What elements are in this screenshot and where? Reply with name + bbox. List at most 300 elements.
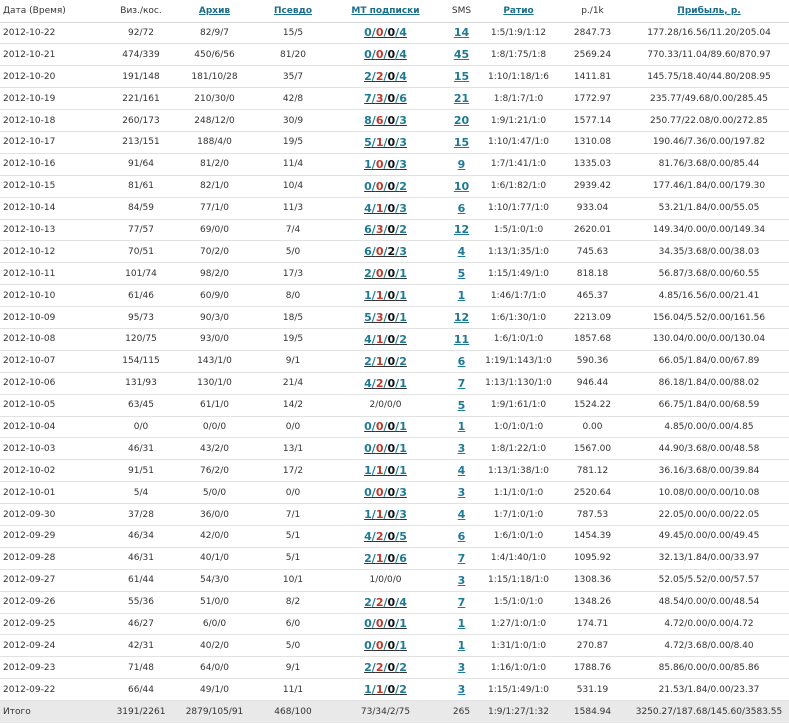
sms-count-link[interactable]: 12 bbox=[453, 311, 470, 325]
mt-separator: / bbox=[371, 661, 376, 675]
mt-subscriptions-link[interactable] bbox=[364, 442, 407, 455]
row-sms-cell[interactable] bbox=[442, 504, 481, 526]
mt-value: 2 bbox=[375, 595, 384, 609]
mt-subscriptions-link[interactable] bbox=[364, 136, 407, 149]
mt-value: 1 bbox=[375, 135, 384, 149]
row-date: 2012-09-28 bbox=[0, 547, 110, 569]
row-sms-cell[interactable] bbox=[442, 394, 481, 416]
row-mt-cell[interactable] bbox=[329, 307, 442, 329]
mt-subscriptions-link[interactable] bbox=[364, 508, 407, 521]
table-body bbox=[0, 22, 789, 701]
mt-separator: / bbox=[395, 683, 400, 697]
sms-count-link[interactable]: 7 bbox=[457, 595, 466, 609]
row-archive: 181/10/28 bbox=[172, 66, 257, 88]
row-visits: 5/4 bbox=[110, 482, 172, 504]
row-sms-cell[interactable] bbox=[442, 110, 481, 132]
row-sms-cell[interactable] bbox=[442, 285, 481, 307]
mt-subscriptions-link[interactable] bbox=[364, 530, 407, 543]
row-archive: 210/30/0 bbox=[172, 88, 257, 110]
row-profit: 4.72/3.68/0.00/8.40 bbox=[629, 635, 789, 657]
row-visits: 131/93 bbox=[110, 372, 172, 394]
row-visits: 154/115 bbox=[110, 350, 172, 372]
row-profit: 770.33/11.04/89.60/870.97 bbox=[629, 44, 789, 66]
row-sms-cell[interactable] bbox=[442, 657, 481, 679]
row-ratio: 1:9/1:21/1:0 bbox=[481, 110, 556, 132]
mt-value: 0 bbox=[387, 70, 396, 84]
row-profit: 36.16/3.68/0.00/39.84 bbox=[629, 460, 789, 482]
row-sms-cell[interactable] bbox=[442, 22, 481, 44]
row-profit: 149.34/0.00/0.00/149.34 bbox=[629, 219, 789, 241]
row-mt-cell[interactable] bbox=[329, 219, 442, 241]
row-mt-cell[interactable] bbox=[329, 285, 442, 307]
sms-count-link[interactable]: 5 bbox=[457, 398, 466, 412]
row-visits: 91/51 bbox=[110, 460, 172, 482]
mt-separator: / bbox=[383, 551, 388, 565]
mt-value: 1 bbox=[399, 464, 407, 478]
row-sms-cell[interactable] bbox=[442, 416, 481, 438]
row-ratio: 1:31/1:0/1:0 bbox=[481, 635, 556, 657]
row-visits: 120/75 bbox=[110, 328, 172, 350]
sms-count-link[interactable]: 5 bbox=[457, 267, 466, 281]
row-sms-cell[interactable] bbox=[442, 175, 481, 197]
row-visits: 61/46 bbox=[110, 285, 172, 307]
mt-separator: / bbox=[383, 486, 388, 500]
row-visits: 101/74 bbox=[110, 263, 172, 285]
sms-count-link[interactable]: 4 bbox=[457, 464, 466, 478]
row-sms-cell[interactable] bbox=[442, 438, 481, 460]
mt-separator: / bbox=[383, 135, 388, 149]
table-row bbox=[0, 657, 789, 679]
row-pseudo: 14/2 bbox=[257, 394, 329, 416]
mt-value: 1 bbox=[375, 354, 384, 368]
mt-subscriptions-link[interactable] bbox=[364, 114, 407, 127]
row-per1k: 1454.39 bbox=[556, 525, 629, 547]
row-pseudo: 6/0 bbox=[257, 613, 329, 635]
table-row bbox=[0, 504, 789, 526]
row-ratio: 1:9/1:61/1:0 bbox=[481, 394, 556, 416]
row-sms-cell[interactable] bbox=[442, 66, 481, 88]
sms-count-link[interactable]: 6 bbox=[457, 354, 466, 368]
row-mt-cell[interactable] bbox=[329, 460, 442, 482]
sort-ratio-link[interactable]: Ратио bbox=[503, 5, 534, 16]
mt-value: 1 bbox=[364, 683, 372, 697]
row-mt-cell[interactable] bbox=[329, 263, 442, 285]
sms-count-link[interactable]: 7 bbox=[457, 376, 466, 390]
row-mt-cell[interactable] bbox=[329, 416, 442, 438]
mt-separator: / bbox=[395, 442, 400, 456]
row-mt-cell[interactable] bbox=[329, 350, 442, 372]
row-date: 2012-10-07 bbox=[0, 350, 110, 372]
row-date: 2012-10-19 bbox=[0, 88, 110, 110]
row-per1k: 531.19 bbox=[556, 679, 629, 701]
mt-subscriptions-link[interactable] bbox=[364, 420, 407, 433]
row-sms-cell[interactable] bbox=[442, 460, 481, 482]
row-ratio: 1:15/1:49/1:0 bbox=[481, 679, 556, 701]
sms-count-link[interactable]: 1 bbox=[457, 617, 466, 631]
mt-value: 2 bbox=[387, 245, 396, 259]
mt-separator: / bbox=[383, 639, 388, 653]
row-per1k: 2569.24 bbox=[556, 44, 629, 66]
mt-subscriptions-link[interactable] bbox=[364, 355, 407, 368]
mt-separator: / bbox=[371, 70, 376, 84]
row-profit: 156.04/5.52/0.00/161.56 bbox=[629, 307, 789, 329]
col-header-ratio[interactable] bbox=[481, 0, 556, 22]
mt-value: 3 bbox=[399, 114, 407, 127]
row-sms-cell[interactable] bbox=[442, 372, 481, 394]
row-mt-cell[interactable] bbox=[329, 372, 442, 394]
row-ratio: 1:5/1:9/1:12 bbox=[481, 22, 556, 44]
sms-count-link[interactable]: 14 bbox=[453, 26, 470, 40]
row-mt-cell[interactable] bbox=[329, 613, 442, 635]
sms-count-link[interactable]: 6 bbox=[457, 529, 466, 543]
mt-value: 8 bbox=[364, 114, 372, 127]
row-date: 2012-10-22 bbox=[0, 22, 110, 44]
mt-value: 0 bbox=[387, 48, 396, 62]
mt-value: 0 bbox=[387, 442, 396, 456]
mt-value: 0 bbox=[387, 683, 396, 697]
row-profit: 177.46/1.84/0.00/179.30 bbox=[629, 175, 789, 197]
row-sms-cell[interactable] bbox=[442, 197, 481, 219]
mt-separator: / bbox=[371, 486, 376, 500]
row-sms-cell[interactable] bbox=[442, 307, 481, 329]
sms-count-link[interactable]: 1 bbox=[457, 639, 466, 653]
table-row bbox=[0, 307, 789, 329]
mt-separator: / bbox=[392, 400, 396, 411]
mt-value: 3 bbox=[399, 486, 407, 500]
row-date: 2012-10-21 bbox=[0, 44, 110, 66]
row-sms-cell[interactable] bbox=[442, 547, 481, 569]
sms-count-link[interactable]: 1 bbox=[457, 289, 466, 303]
row-mt-cell[interactable] bbox=[329, 657, 442, 679]
row-visits: 63/45 bbox=[110, 394, 172, 416]
mt-value: 1 bbox=[375, 332, 384, 346]
row-sms-cell[interactable] bbox=[442, 263, 481, 285]
mt-value: 3 bbox=[399, 508, 407, 522]
row-pseudo: 42/8 bbox=[257, 88, 329, 110]
mt-separator: / bbox=[395, 420, 400, 434]
mt-subscriptions-link[interactable] bbox=[364, 683, 407, 696]
row-mt-cell[interactable] bbox=[329, 44, 442, 66]
row-date: 2012-09-25 bbox=[0, 613, 110, 635]
row-mt-cell[interactable] bbox=[329, 679, 442, 701]
row-pseudo: 0/0 bbox=[257, 482, 329, 504]
mt-value: 0 bbox=[387, 661, 396, 675]
row-sms-cell[interactable] bbox=[442, 635, 481, 657]
mt-value: 0 bbox=[375, 48, 384, 62]
mt-subscriptions-link[interactable] bbox=[364, 333, 407, 346]
sort-mt-link[interactable]: МТ подписки bbox=[351, 5, 420, 16]
row-profit: 49.45/0.00/0.00/49.45 bbox=[629, 525, 789, 547]
row-mt-cell[interactable] bbox=[329, 197, 442, 219]
row-date: 2012-10-11 bbox=[0, 263, 110, 285]
row-mt-cell[interactable] bbox=[329, 131, 442, 153]
row-mt-cell[interactable] bbox=[329, 88, 442, 110]
mt-value: 0 bbox=[395, 400, 402, 411]
row-mt-cell[interactable] bbox=[329, 175, 442, 197]
sort-archive-link[interactable]: Архив bbox=[198, 5, 231, 16]
mt-value: 2 bbox=[364, 551, 372, 565]
row-mt-cell[interactable] bbox=[329, 504, 442, 526]
row-per1k: 1772.97 bbox=[556, 88, 629, 110]
row-archive: 450/6/56 bbox=[172, 44, 257, 66]
table-row bbox=[0, 569, 789, 591]
row-date: 2012-09-23 bbox=[0, 657, 110, 679]
mt-value: 0 bbox=[387, 376, 396, 390]
mt-separator: / bbox=[383, 70, 388, 84]
sms-count-link[interactable]: 3 bbox=[457, 442, 466, 456]
col-header-mt[interactable] bbox=[329, 0, 442, 22]
mt-value: 0 bbox=[387, 135, 396, 149]
table-row bbox=[0, 110, 789, 132]
mt-value: 0 bbox=[375, 157, 384, 171]
sort-profit-link[interactable]: Прибыль, р. bbox=[677, 5, 741, 16]
row-archive: 51/0/0 bbox=[172, 591, 257, 613]
row-sms-cell[interactable] bbox=[442, 350, 481, 372]
mt-separator: / bbox=[371, 267, 376, 281]
mt-subscriptions-link[interactable] bbox=[364, 639, 407, 652]
mt-value: 2 bbox=[375, 529, 384, 543]
row-visits: 71/48 bbox=[110, 657, 172, 679]
table-row bbox=[0, 241, 789, 263]
mt-value: 3 bbox=[399, 157, 407, 171]
mt-value: 0 bbox=[387, 508, 396, 522]
mt-separator: / bbox=[383, 311, 388, 325]
mt-subscriptions-link[interactable] bbox=[364, 464, 407, 477]
mt-separator: / bbox=[371, 420, 376, 434]
mt-separator: / bbox=[371, 529, 376, 543]
mt-subscriptions-link[interactable] bbox=[364, 202, 407, 215]
mt-separator: / bbox=[383, 464, 388, 478]
sms-count-link[interactable]: 3 bbox=[457, 661, 466, 675]
row-archive: 42/0/0 bbox=[172, 525, 257, 547]
row-mt-cell[interactable] bbox=[329, 153, 442, 175]
row-sms-cell[interactable] bbox=[442, 241, 481, 263]
mt-value: 3 bbox=[399, 135, 407, 149]
row-sms-cell[interactable] bbox=[442, 525, 481, 547]
row-per1k: 590.36 bbox=[556, 350, 629, 372]
table-row bbox=[0, 263, 789, 285]
mt-subscriptions-link[interactable] bbox=[364, 180, 407, 193]
total-sms: 265 bbox=[442, 701, 481, 723]
mt-separator: / bbox=[383, 575, 388, 586]
row-mt-cell[interactable] bbox=[329, 525, 442, 547]
table-row bbox=[0, 131, 789, 153]
table-row bbox=[0, 591, 789, 613]
mt-separator: / bbox=[383, 617, 388, 631]
sms-count-link[interactable]: 3 bbox=[457, 486, 466, 500]
col-header-profit[interactable] bbox=[629, 0, 789, 22]
row-profit: 22.05/0.00/0.00/22.05 bbox=[629, 504, 789, 526]
row-ratio: 1:10/1:47/1:0 bbox=[481, 131, 556, 153]
row-sms-cell[interactable] bbox=[442, 88, 481, 110]
mt-subscriptions-link[interactable] bbox=[364, 223, 407, 236]
mt-separator: / bbox=[383, 201, 388, 215]
row-mt-cell[interactable] bbox=[329, 482, 442, 504]
mt-subscriptions-link[interactable] bbox=[364, 617, 407, 630]
row-ratio: 1:15/1:18/1:0 bbox=[481, 569, 556, 591]
sms-count-link[interactable]: 15 bbox=[453, 70, 470, 84]
row-ratio: 1:46/1:7/1:0 bbox=[481, 285, 556, 307]
row-visits: 213/151 bbox=[110, 131, 172, 153]
sms-count-link[interactable]: 10 bbox=[453, 179, 470, 193]
row-mt-cell[interactable] bbox=[329, 591, 442, 613]
sms-count-link[interactable]: 4 bbox=[457, 508, 466, 522]
row-mt-cell[interactable] bbox=[329, 328, 442, 350]
table-row bbox=[0, 153, 789, 175]
mt-subscriptions-link[interactable] bbox=[364, 289, 407, 302]
row-per1k: 270.87 bbox=[556, 635, 629, 657]
row-mt-cell bbox=[329, 569, 442, 591]
row-mt-cell[interactable] bbox=[329, 635, 442, 657]
col-header-pseudo[interactable] bbox=[257, 0, 329, 22]
row-date: 2012-10-12 bbox=[0, 241, 110, 263]
row-date: 2012-09-24 bbox=[0, 635, 110, 657]
sms-count-link[interactable]: 7 bbox=[457, 551, 466, 565]
sms-count-link[interactable]: 6 bbox=[457, 201, 466, 215]
sms-count-link[interactable]: 3 bbox=[457, 573, 466, 587]
sms-count-link[interactable]: 1 bbox=[457, 420, 466, 434]
mt-separator: / bbox=[371, 354, 376, 368]
mt-separator: / bbox=[395, 223, 400, 237]
sms-count-link[interactable]: 20 bbox=[453, 114, 470, 127]
mt-separator: / bbox=[395, 311, 400, 325]
sms-count-link[interactable]: 3 bbox=[457, 683, 466, 697]
mt-value: 4 bbox=[399, 595, 407, 609]
table-row bbox=[0, 66, 789, 88]
mt-subscriptions-link[interactable] bbox=[364, 552, 407, 565]
mt-separator: / bbox=[383, 400, 388, 411]
mt-value: 1 bbox=[399, 639, 407, 653]
sms-count-link[interactable]: 45 bbox=[453, 48, 470, 62]
row-sms-cell[interactable] bbox=[442, 219, 481, 241]
row-profit: 145.75/18.40/44.80/208.95 bbox=[629, 66, 789, 88]
header-row bbox=[0, 0, 789, 22]
sms-count-link[interactable]: 9 bbox=[457, 157, 466, 171]
row-visits: 191/148 bbox=[110, 66, 172, 88]
mt-subscriptions-link[interactable] bbox=[364, 596, 407, 609]
row-visits: 46/31 bbox=[110, 547, 172, 569]
mt-value: 3 bbox=[399, 201, 407, 215]
mt-value: 0 bbox=[364, 179, 372, 193]
mt-separator: / bbox=[395, 70, 400, 84]
col-header-archive[interactable] bbox=[172, 0, 257, 22]
sms-count-link[interactable]: 4 bbox=[457, 245, 466, 259]
mt-subscriptions-link[interactable] bbox=[364, 486, 407, 499]
mt-subscriptions-link[interactable] bbox=[364, 661, 407, 674]
mt-subscriptions-link[interactable] bbox=[364, 70, 407, 83]
row-date: 2012-10-15 bbox=[0, 175, 110, 197]
row-per1k: 174.71 bbox=[556, 613, 629, 635]
row-sms-cell[interactable] bbox=[442, 44, 481, 66]
mt-separator: / bbox=[371, 157, 376, 171]
row-mt-cell[interactable] bbox=[329, 22, 442, 44]
mt-value: 6 bbox=[399, 92, 407, 106]
mt-separator: / bbox=[371, 289, 376, 303]
mt-subscriptions-link[interactable] bbox=[364, 245, 407, 258]
mt-value: 1 bbox=[399, 311, 407, 325]
sms-count-link[interactable]: 12 bbox=[453, 223, 470, 237]
row-profit: 56.87/3.68/0.00/60.55 bbox=[629, 263, 789, 285]
mt-separator: / bbox=[383, 354, 388, 368]
mt-subscriptions-link[interactable] bbox=[364, 48, 407, 61]
mt-value: 2 bbox=[399, 683, 407, 697]
row-visits: 474/339 bbox=[110, 44, 172, 66]
row-mt-cell[interactable] bbox=[329, 438, 442, 460]
mt-subscriptions-link[interactable] bbox=[364, 311, 407, 324]
row-mt-cell[interactable] bbox=[329, 547, 442, 569]
mt-separator: / bbox=[383, 595, 388, 609]
mt-value: 1 bbox=[375, 289, 384, 303]
sms-count-link[interactable]: 21 bbox=[453, 92, 470, 106]
mt-separator: / bbox=[375, 575, 379, 586]
table-row bbox=[0, 679, 789, 701]
row-profit: 250.77/22.08/0.00/272.85 bbox=[629, 110, 789, 132]
row-sms-cell[interactable] bbox=[442, 591, 481, 613]
mt-value: 0 bbox=[387, 354, 396, 368]
row-ratio: 1:6/1:0/1:0 bbox=[481, 328, 556, 350]
row-sms-cell[interactable] bbox=[442, 153, 481, 175]
table-row bbox=[0, 394, 789, 416]
row-per1k: 787.53 bbox=[556, 504, 629, 526]
row-sms-cell[interactable] bbox=[442, 613, 481, 635]
row-per1k: 1524.22 bbox=[556, 394, 629, 416]
row-profit: 235.77/49.68/0.00/285.45 bbox=[629, 88, 789, 110]
table-row bbox=[0, 175, 789, 197]
row-pseudo: 10/4 bbox=[257, 175, 329, 197]
mt-value: 0 bbox=[375, 442, 384, 456]
row-sms-cell[interactable] bbox=[442, 679, 481, 701]
row-pseudo: 5/1 bbox=[257, 547, 329, 569]
row-mt-cell[interactable] bbox=[329, 110, 442, 132]
row-profit: 130.04/0.00/0.00/130.04 bbox=[629, 328, 789, 350]
mt-value: 1 bbox=[364, 289, 372, 303]
row-date: 2012-10-13 bbox=[0, 219, 110, 241]
row-sms-cell[interactable] bbox=[442, 328, 481, 350]
total-ratio: 1:9/1:27/1:32 bbox=[481, 701, 556, 723]
row-date: 2012-10-14 bbox=[0, 197, 110, 219]
mt-subscriptions-link[interactable] bbox=[364, 158, 407, 171]
row-mt-cell[interactable] bbox=[329, 66, 442, 88]
mt-separator: / bbox=[371, 551, 376, 565]
row-sms-cell[interactable] bbox=[442, 569, 481, 591]
sms-count-link[interactable]: 11 bbox=[453, 332, 470, 346]
row-sms-cell[interactable] bbox=[442, 482, 481, 504]
row-mt-cell[interactable] bbox=[329, 241, 442, 263]
row-profit: 34.35/3.68/0.00/38.03 bbox=[629, 241, 789, 263]
mt-value: 0 bbox=[387, 486, 396, 500]
mt-subscriptions-link[interactable] bbox=[364, 92, 407, 105]
row-archive: 5/0/0 bbox=[172, 482, 257, 504]
row-sms-cell[interactable] bbox=[442, 131, 481, 153]
mt-subscriptions-link[interactable] bbox=[364, 267, 407, 280]
sort-pseudo-link[interactable]: Псевдо bbox=[273, 5, 313, 16]
mt-separator: / bbox=[383, 223, 388, 237]
mt-value: 2 bbox=[399, 179, 407, 193]
row-date: 2012-10-02 bbox=[0, 460, 110, 482]
col-header-visits: Виз./кос. bbox=[110, 0, 172, 22]
row-visits: 46/34 bbox=[110, 525, 172, 547]
mt-value: 7 bbox=[364, 92, 372, 106]
row-profit: 81.76/3.68/0.00/85.44 bbox=[629, 153, 789, 175]
mt-value: 0 bbox=[364, 26, 372, 40]
row-archive: 6/0/0 bbox=[172, 613, 257, 635]
sms-count-link[interactable]: 15 bbox=[453, 135, 470, 149]
row-date: 2012-09-26 bbox=[0, 591, 110, 613]
mt-subscriptions-link[interactable] bbox=[364, 26, 407, 39]
row-archive: 76/2/0 bbox=[172, 460, 257, 482]
table-row bbox=[0, 438, 789, 460]
mt-subscriptions-link[interactable] bbox=[364, 377, 407, 390]
